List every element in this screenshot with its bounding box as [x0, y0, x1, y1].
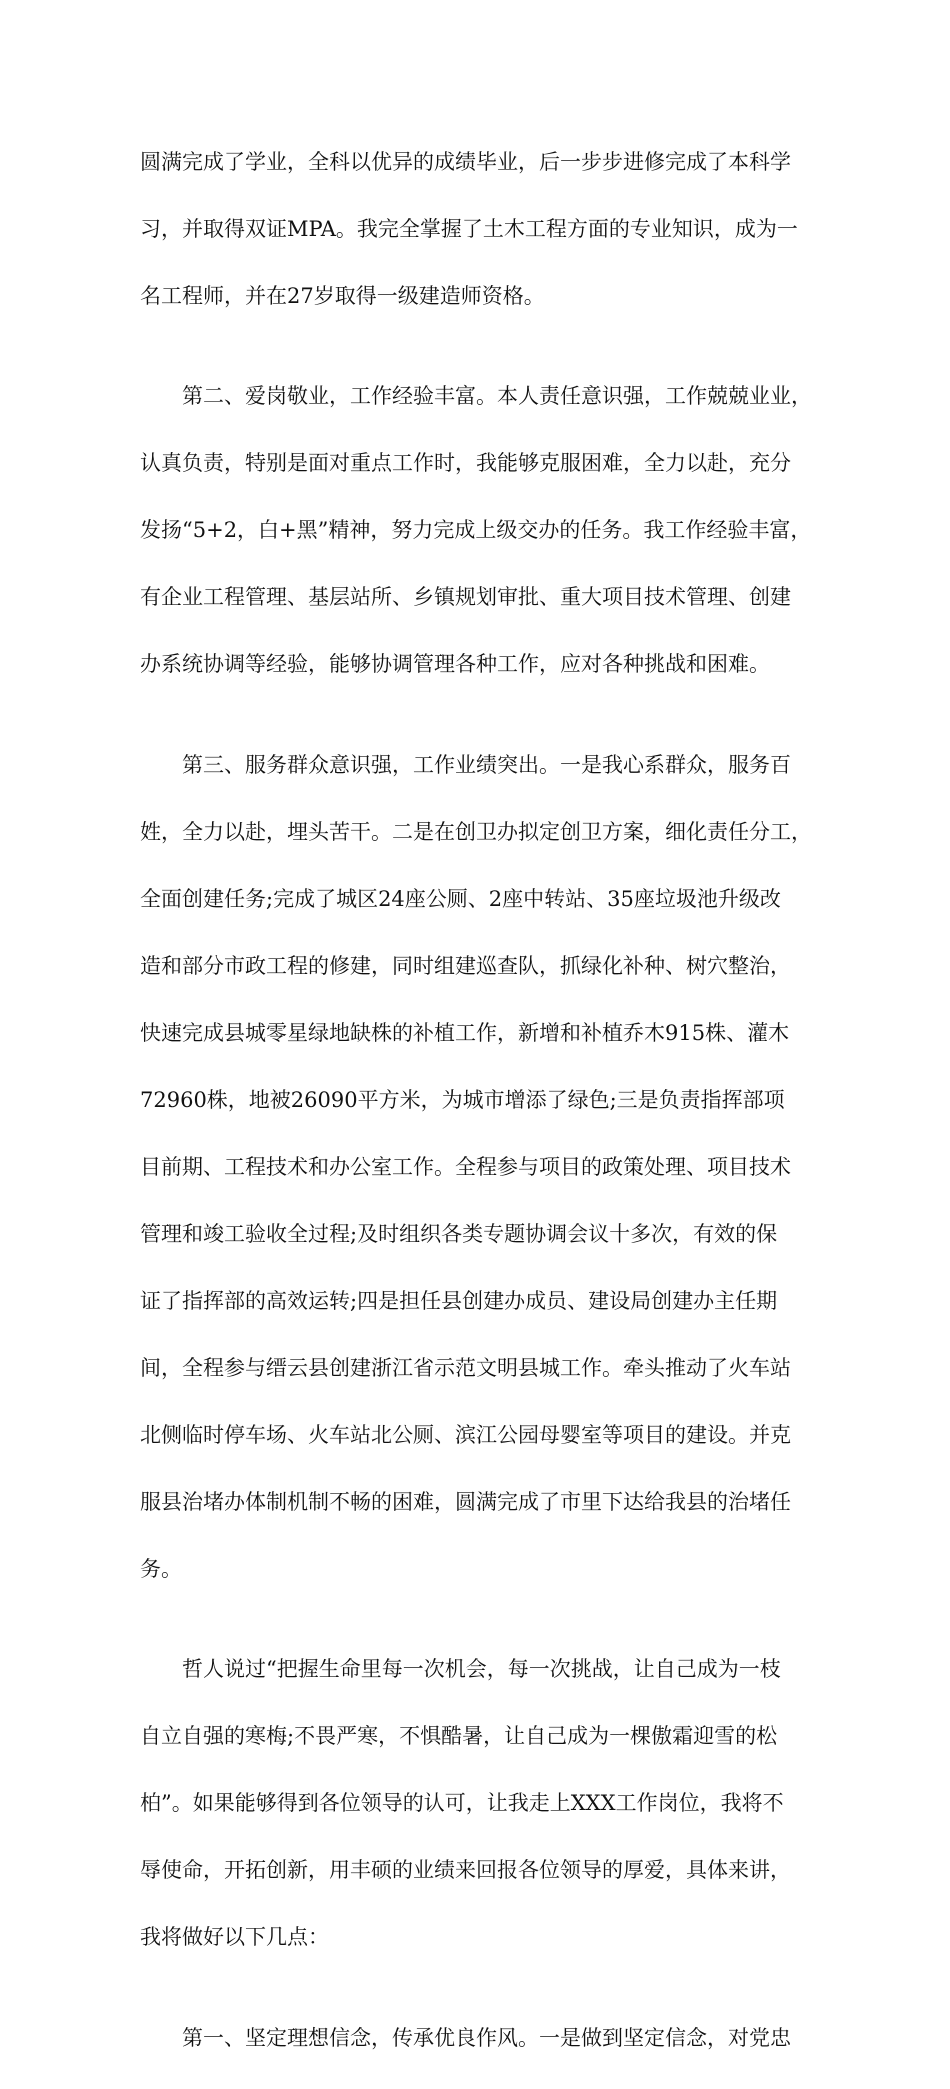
text-line: 姓，全力以赴，埋头苦干。二是在创卫办拟定创卫方案，细化责任分工， — [140, 819, 812, 844]
document-body — [140, 112, 828, 2089]
text-line: 目前期、工程技术和办公室工作。全程参与项目的政策处理、项目技术 — [140, 1154, 791, 1179]
paragraph-ideals — [140, 1988, 828, 2089]
paragraph-service — [140, 715, 828, 1620]
text-line: 辱使命，开拓创新，用丰硕的业绩来回报各位领导的厚爱，具体来讲， — [140, 1858, 791, 1882]
text-line: 哲人说过“把握生命里每一次机会，每一次挑战，让自己成为一枝 — [140, 1657, 781, 1681]
text-line: 名工程师，并在27岁取得一级建造师资格。 — [140, 283, 545, 308]
text-line: 我将做好以下几点： — [140, 1925, 329, 1949]
text-line: 服县治堵办体制机制不畅的困难，圆满完成了市里下达给我县的治堵任 — [140, 1489, 791, 1514]
text-line: 圆满完成了学业，全科以优异的成绩毕业，后一步步进修完成了本科学 — [140, 149, 791, 174]
text-line: 有企业工程管理、基层站所、乡镇规划审批、重大项目技术管理、创建 — [140, 585, 791, 609]
text-line: 间，全程参与缙云县创建浙江省示范文明县城工作。牵头推动了火车站 — [140, 1355, 791, 1380]
text-line: 习，并取得双证MPA。我完全掌握了土木工程方面的专业知识，成为一 — [140, 216, 798, 241]
paragraph-education — [140, 112, 828, 347]
paragraph-quote — [140, 1620, 828, 1989]
text-line: 第一、坚定理想信念，传承优良作风。一是做到坚定信念，对党忠 — [140, 2025, 791, 2050]
text-line: 北侧临时停车场、火车站北公厕、滨江公园母婴室等项目的建设。并克 — [140, 1422, 791, 1447]
text-line: 自立自强的寒梅;不畏严寒，不惧酷暑，让自己成为一棵傲霜迎雪的松 — [140, 1724, 778, 1748]
text-line: 管理和竣工验收全过程;及时组织各类专题协调会议十多次，有效的保 — [140, 1221, 778, 1246]
text-line: 第三、服务群众意识强，工作业绩突出。一是我心系群众，服务百 — [140, 752, 791, 777]
text-line: 办系统协调等经验，能够协调管理各种工作，应对各种挑战和困难。 — [140, 652, 770, 676]
text-line: 认真负责，特别是面对重点工作时，我能够克服困难，全力以赴，充分 — [140, 451, 791, 475]
text-line: 证了指挥部的高效运转;四是担任县创建办成员、建设局创建办主任期 — [140, 1288, 778, 1313]
text-line: 务。 — [140, 1556, 182, 1581]
text-line: 72960株，地被26090平方米，为城市增添了绿色;三是负责指挥部项 — [140, 1087, 785, 1112]
text-line: 发扬“5+2，白+黑”精神，努力完成上级交办的任务。我工作经验丰富， — [140, 518, 812, 542]
text-line: 造和部分市政工程的修建，同时组建巡查队，抓绿化补种、树穴整治， — [140, 953, 791, 978]
text-line: 快速完成县城零星绿地缺株的补植工作，新增和补植乔木915株、灌木 — [140, 1020, 790, 1045]
text-line: 全面创建任务;完成了城区24座公厕、2座中转站、35座垃圾池升级改 — [140, 886, 781, 911]
paragraph-dedication — [140, 347, 828, 716]
text-line: 柏”。如果能够得到各位领导的认可，让我走上XXX工作岗位，我将不 — [140, 1791, 784, 1815]
text-line: 第二、爱岗敬业，工作经验丰富。本人责任意识强，工作兢兢业业， — [140, 384, 812, 408]
